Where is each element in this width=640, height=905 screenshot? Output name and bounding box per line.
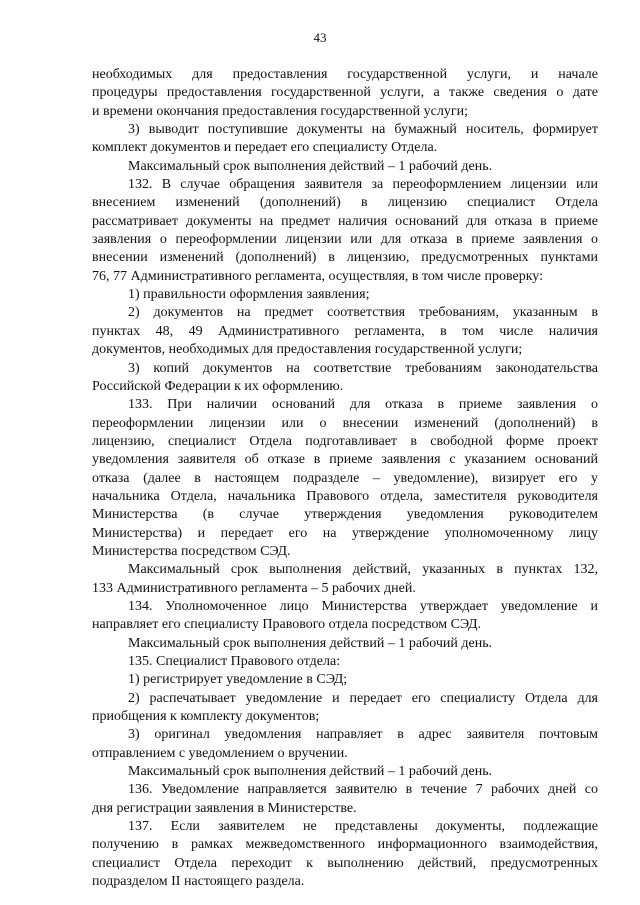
text-line: 3) выводит поступившие документы на бумажный носитель, формирует — [128, 122, 598, 138]
text-line: Российской Федерации к их оформлению. — [92, 378, 344, 394]
text-line: пунктах 48, 49 Административного регламента, в том числе наличия — [92, 323, 598, 339]
text-line: и времени окончания предоставления государственной услуги; — [92, 103, 468, 119]
text-line: уведомления заявителя об отказе в приеме заявления с указанием оснований — [92, 452, 598, 468]
text-line: 137. Если заявителем не представлены документы, подлежащие — [128, 819, 598, 835]
text-line: заявления о переоформлении лицензии или для отказа в приеме заявления о — [92, 232, 598, 248]
text-line: переоформлении лицензии или о внесении изменений (дополнений) в — [92, 415, 598, 431]
text-line: 135. Специалист Правового отдела: — [128, 654, 341, 669]
text-line: лицензию, специалист Отдела подготавливает в свободной форме проект — [92, 433, 598, 449]
text-line: 136. Уведомление направляется заявителю в течение 7 рабочих дней со — [128, 782, 598, 798]
document-body — [92, 66, 598, 891]
text-line: 133. При наличии оснований для отказа в приеме заявления о — [128, 397, 598, 413]
text-line: начальника Отдела, начальника Правового отдела, заместителя руководителя — [92, 488, 598, 504]
text-line: подразделом II настоящего раздела. — [92, 874, 305, 890]
text-line: необходимых для предоставления государственной услуги, и начале — [92, 67, 598, 82]
text-line: Максимальный срок выполнения действий – 1 рабочий день. — [128, 764, 493, 780]
text-line: отправлением с уведомлением о вручении. — [92, 745, 348, 761]
text-line: 3) копий документов на соответствие требованиям законодательства — [128, 360, 598, 376]
text-line: комплект документов и передает его специалисту Отдела. — [92, 140, 438, 156]
text-line: 134. Уполномоченное лицо Министерства утверждает уведомление и — [128, 598, 598, 614]
text-line: Министерства посредством СЭД. — [92, 543, 291, 559]
text-line: Максимальный срок выполнения действий – 1 рабочий день. — [128, 635, 493, 651]
text-line: 133 Административного регламента – 5 рабочих дней. — [92, 580, 416, 596]
text-line: приобщения к комплекту документов; — [92, 709, 320, 725]
text-line: Максимальный срок выполнения действий, указанных в пунктах 132, — [128, 562, 598, 578]
text-line: Министерства (в случае утверждения уведомления руководителем — [92, 507, 598, 523]
text-line: получению в рамках межведомственного информационного взаимодействия, — [92, 837, 598, 853]
text-line: документов, необходимых для предоставления государственной услуги; — [92, 342, 523, 358]
text-line: процедуры предоставления государственной услуги, а также сведения о дате — [92, 85, 598, 101]
text-line: 2) документов на предмет соответствия требованиям, указанным в — [128, 305, 598, 321]
text-line: внесением изменений (дополнений) в лицензию специалист Отдела — [92, 195, 598, 211]
text-line: 1) регистрирует уведомление в СЭД; — [128, 672, 348, 688]
text-line: 76, 77 Административного регламента, осуществляя, в том числе проверку: — [92, 268, 544, 284]
text-line: 132. В случае обращения заявителя за переоформлением лицензии или — [128, 177, 598, 193]
text-line: 3) оригинал уведомления направляет в адрес заявителя почтовым — [128, 727, 598, 743]
text-line: специалист Отдела переходит к выполнению действий, предусмотренных — [92, 855, 598, 871]
text-line: отказа (далее в настоящем подразделе – уведомление), визирует его у — [92, 470, 598, 486]
text-line: 2) распечатывает уведомление и передает его специалисту Отдела для — [128, 690, 598, 706]
text-line: дня регистрации заявления в Министерстве. — [92, 800, 357, 816]
text-line: внесении изменений (дополнений) в лицензию, предусмотренных пунктами — [92, 250, 598, 266]
text-line: Министерства) и передает его на утверждение уполномоченному лицу — [92, 525, 598, 541]
text-line: 1) правильности оформления заявления; — [128, 287, 370, 303]
text-line: Максимальный срок выполнения действий – 1 рабочий день. — [128, 158, 493, 174]
page-number: 43 — [313, 30, 327, 45]
text-line: рассматривает документы на предмет наличия оснований для отказа в приеме — [92, 213, 598, 229]
text-line: направляет его специалисту Правового отдела посредством СЭД. — [92, 617, 482, 633]
